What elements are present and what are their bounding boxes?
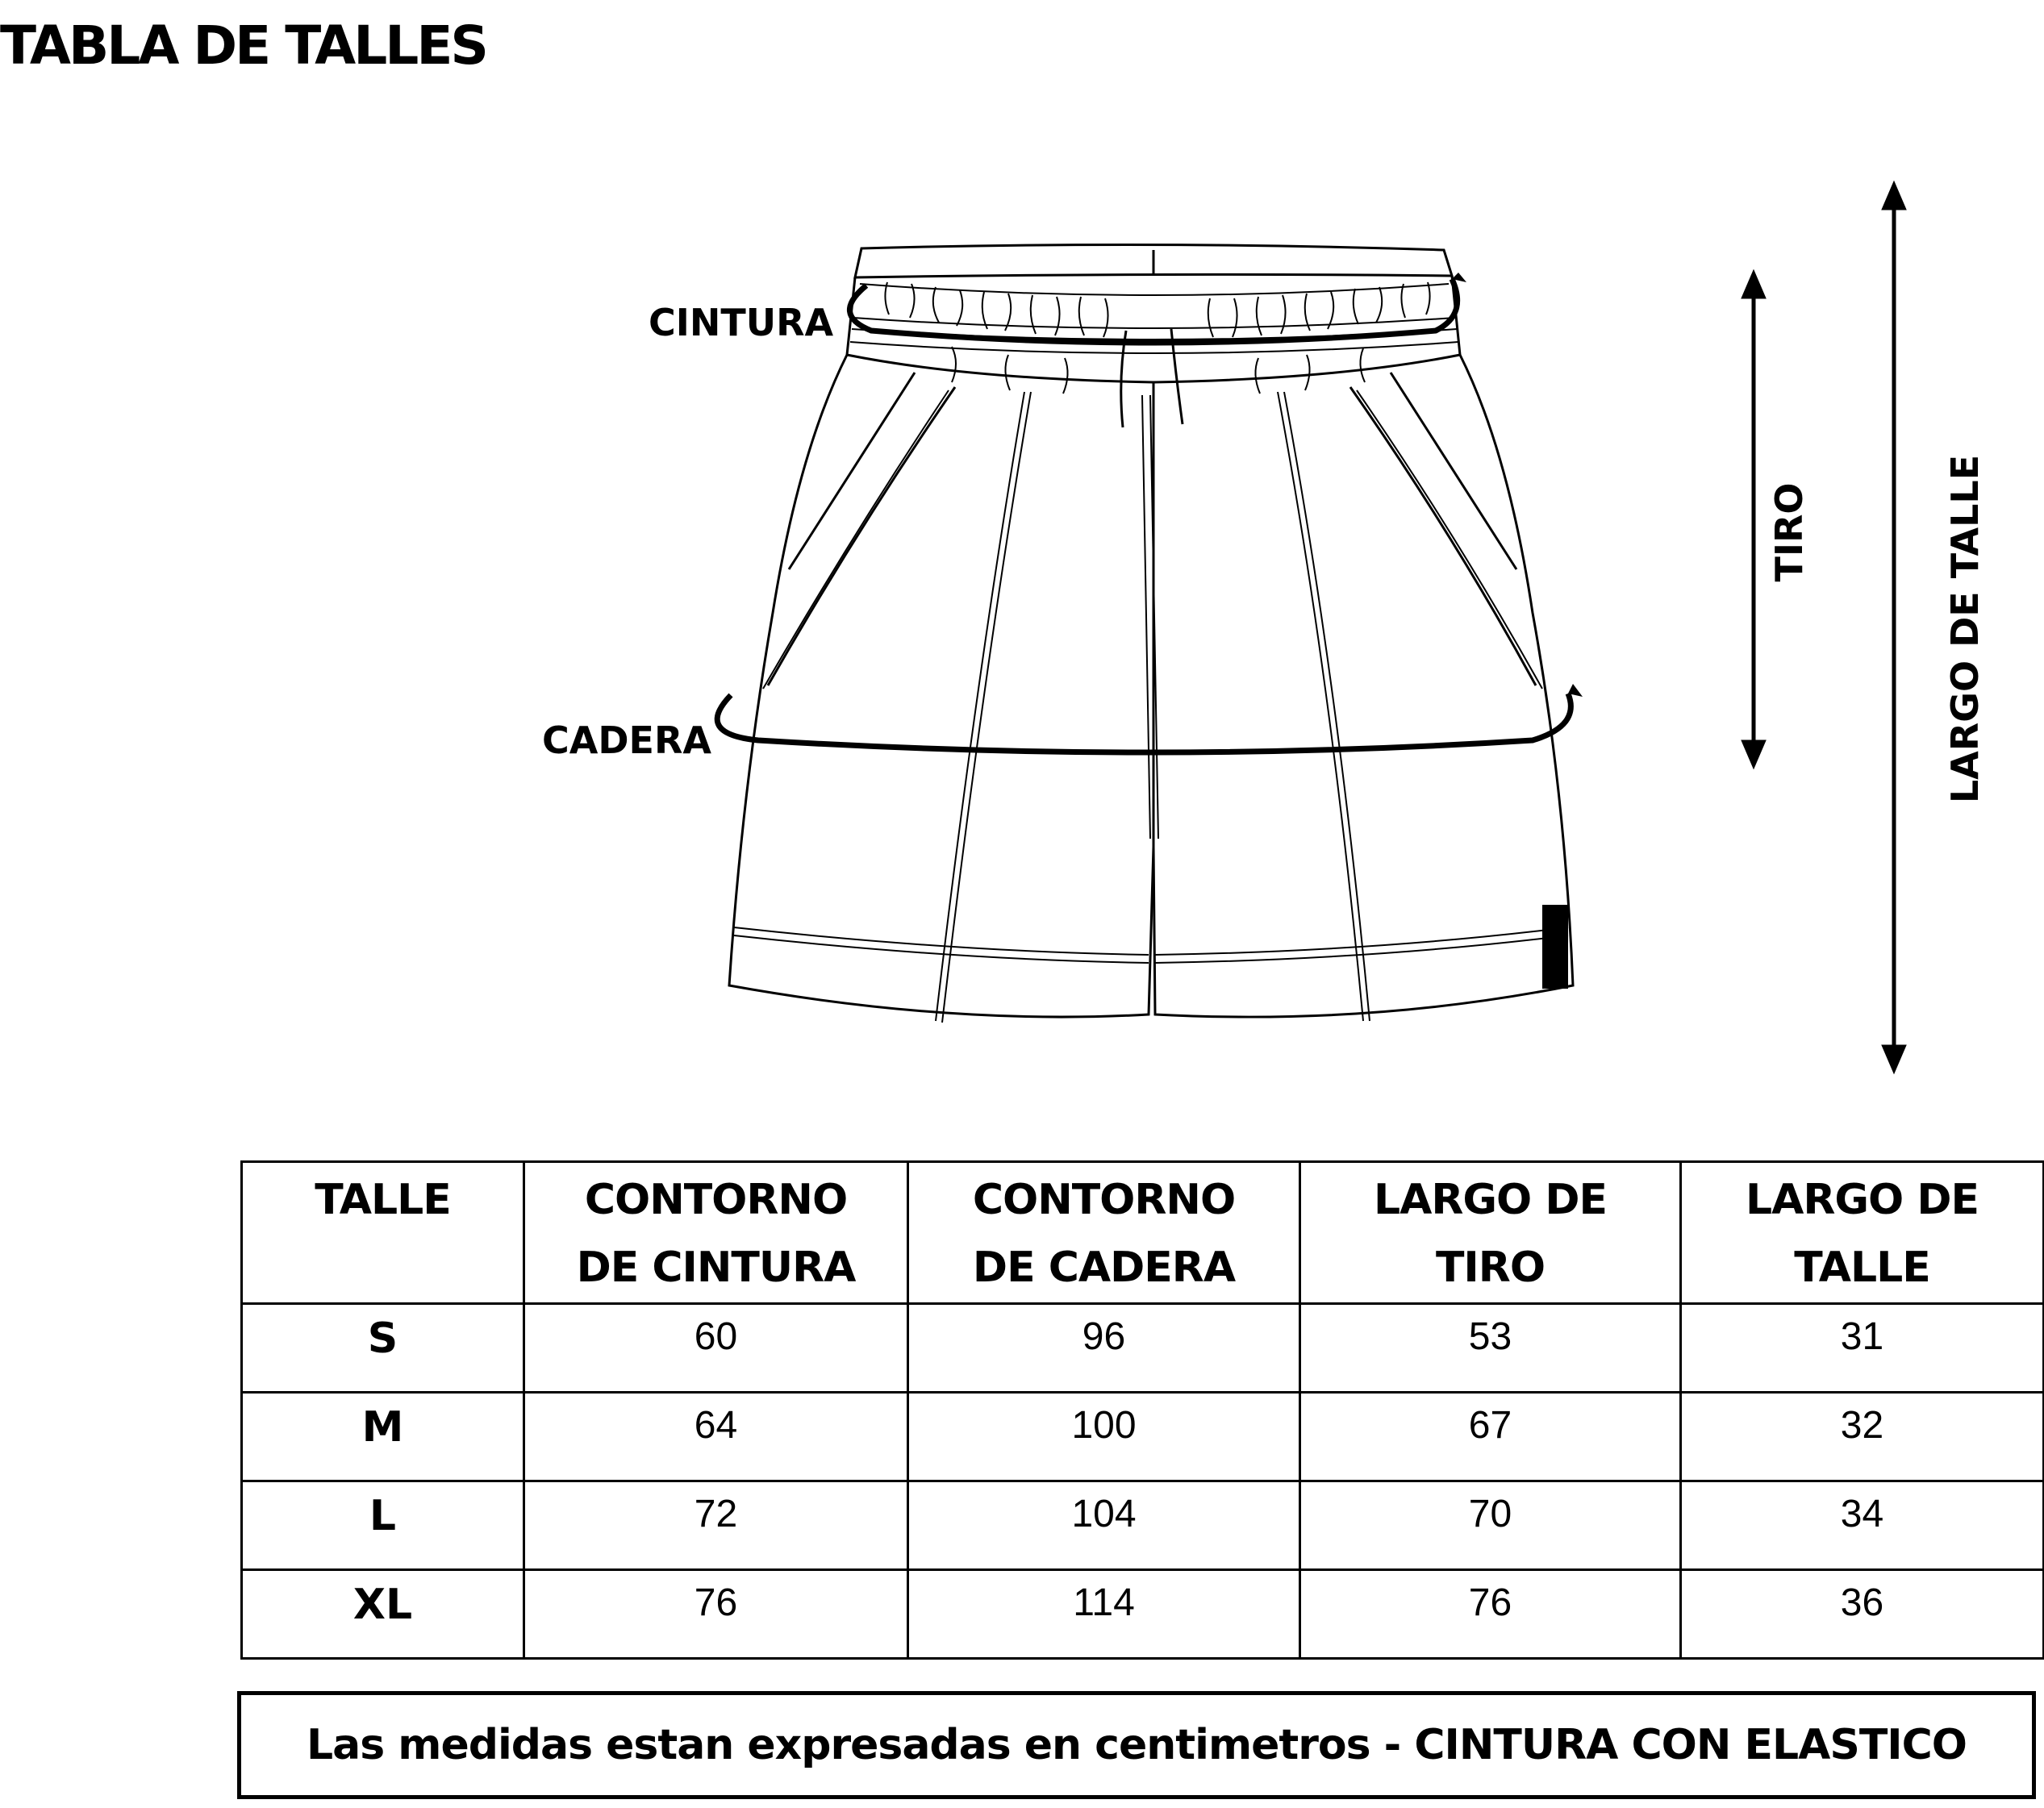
tiro-cell: 67 xyxy=(1300,1393,1681,1481)
cintura-label: CINTURA xyxy=(649,301,834,344)
largo-cell: 32 xyxy=(1681,1393,2044,1481)
waistband xyxy=(847,276,1460,382)
header-talle: TALLE xyxy=(242,1162,524,1304)
size-cell: L xyxy=(242,1481,524,1570)
shorts-left-leg xyxy=(729,355,1153,1017)
cadera-cell: 104 xyxy=(908,1481,1300,1570)
tiro-cell: 76 xyxy=(1300,1570,1681,1659)
largo-talle-label: LARGO DE TALLE xyxy=(1943,454,1987,804)
cadera-cell: 100 xyxy=(908,1393,1300,1481)
table-row xyxy=(242,1481,2044,1570)
largo-cell: 31 xyxy=(1681,1304,2044,1393)
table-header-row xyxy=(242,1162,2044,1304)
cadera-label: CADERA xyxy=(542,719,711,762)
cintura-cell: 60 xyxy=(524,1304,908,1393)
header-largo-talle: LARGO DE TALLE xyxy=(1681,1162,2044,1304)
table-row xyxy=(242,1393,2044,1481)
tiro-label: TIRO xyxy=(1767,482,1811,582)
page-title: TABLA DE TALLES xyxy=(0,15,486,77)
cintura-cell: 64 xyxy=(524,1393,908,1481)
header-contorno-cintura: CONTORNO DE CINTURA xyxy=(524,1162,908,1304)
cadera-cell: 96 xyxy=(908,1304,1300,1393)
cadera-cell: 114 xyxy=(908,1570,1300,1659)
cintura-cell: 72 xyxy=(524,1481,908,1570)
size-cell: S xyxy=(242,1304,524,1393)
header-largo-tiro: LARGO DE TIRO xyxy=(1300,1162,1681,1304)
measurement-note: Las medidas estan expresadas en centimetros - CINTURA CON ELASTICO xyxy=(237,1691,2036,1799)
table-row xyxy=(242,1570,2044,1659)
largo-cell: 34 xyxy=(1681,1481,2044,1570)
size-cell: XL xyxy=(242,1570,524,1659)
size-table xyxy=(240,1160,2044,1660)
tiro-cell: 53 xyxy=(1300,1304,1681,1393)
tiro-cell: 70 xyxy=(1300,1481,1681,1570)
largo-cell: 36 xyxy=(1681,1570,2044,1659)
header-contorno-cadera: CONTORNO DE CADERA xyxy=(908,1162,1300,1304)
cintura-cell: 76 xyxy=(524,1570,908,1659)
size-cell: M xyxy=(242,1393,524,1481)
shorts-right-leg xyxy=(1153,355,1573,1017)
table-row xyxy=(242,1304,2044,1393)
label-tag xyxy=(1542,905,1568,989)
cadera-measure-line xyxy=(717,694,1571,752)
